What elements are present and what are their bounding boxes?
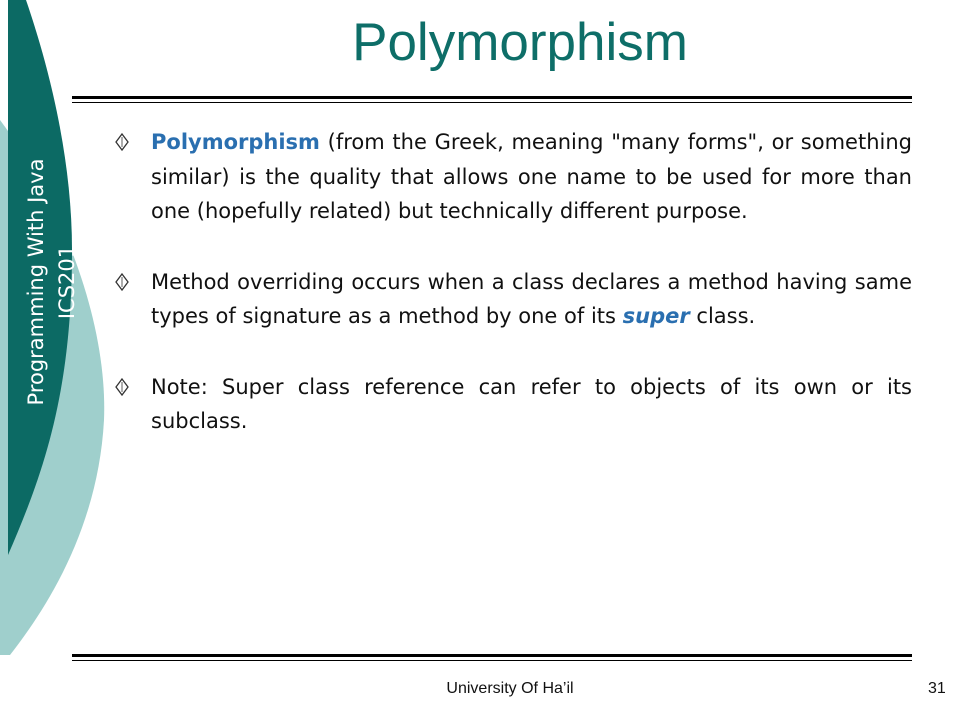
- hollow-diamond-bullet-icon: [114, 132, 130, 152]
- bullet-item: [110, 265, 912, 334]
- footer-divider: [72, 654, 912, 661]
- slide-number: 31: [928, 680, 946, 697]
- bullet-text-after: class.: [689, 304, 756, 328]
- sidebar-course-label: [21, 159, 83, 406]
- hollow-diamond-bullet-icon: [114, 272, 130, 292]
- term-polymorphism: Polymorphism: [151, 130, 320, 154]
- bullet-item: [110, 125, 912, 229]
- bullet-item: [110, 370, 912, 439]
- footer-university: University Of Ha’il: [446, 680, 574, 697]
- slide-title: Polymorphism: [352, 13, 688, 72]
- bullet-text-before: Method overriding occurs when a class declares a method having same types of signature as a method by one of its: [151, 269, 912, 328]
- bullet-list: [110, 125, 912, 475]
- course-code: ICS201: [55, 244, 79, 320]
- course-name: Programming With Java: [24, 158, 48, 406]
- keyword-super: super: [622, 304, 690, 328]
- bullet-text: (from the Greek, meaning "many forms", or something similar) is the quality that allows one name to be used for more than one (hopefully related) but technically different purpose.: [151, 130, 912, 223]
- hollow-diamond-bullet-icon: [114, 377, 130, 397]
- header-divider: [72, 96, 912, 103]
- bullet-text: Note: Super class reference can refer to objects of its own or its subclass.: [151, 374, 912, 433]
